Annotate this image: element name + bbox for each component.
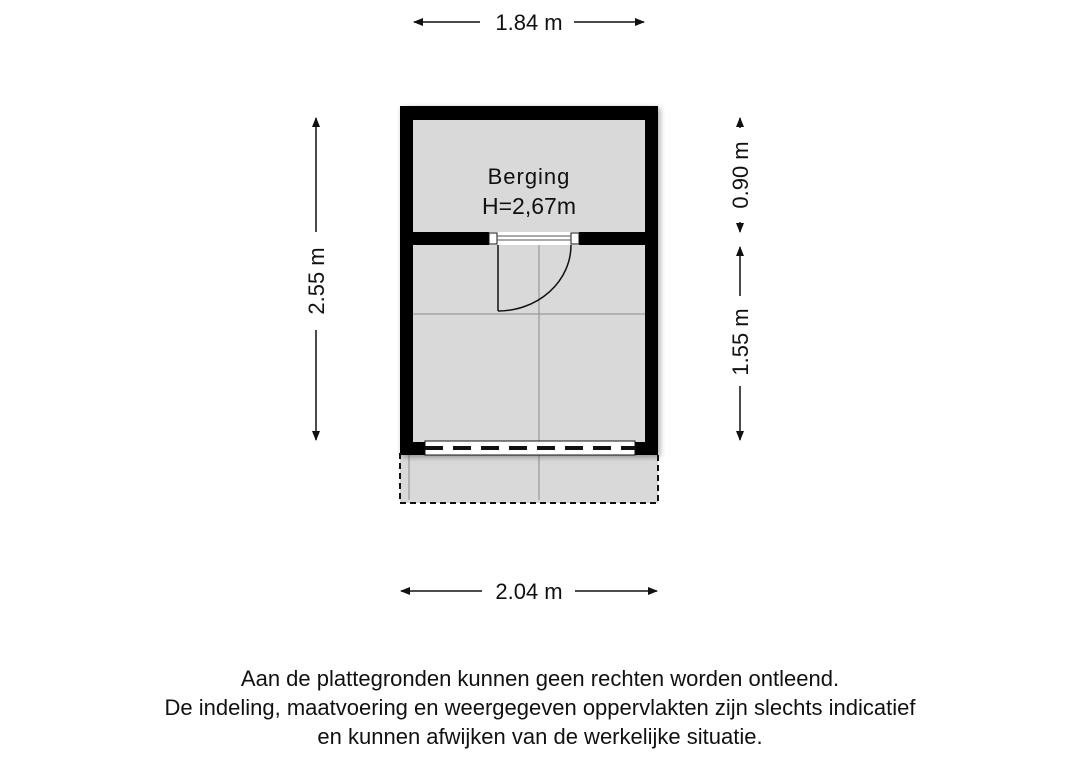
disclaimer-line-1: Aan de plattegronden kunnen geen rechten worden ontleend.: [240, 666, 840, 691]
dimension-bottom: [401, 579, 657, 604]
dimension-top-label: 1.84 m: [495, 10, 563, 35]
dimension-left: [304, 118, 329, 440]
dimension-left-label: 2.55 m: [304, 247, 329, 315]
dimension-bottom-label: 2.04 m: [495, 579, 563, 604]
outdoor-area: [400, 453, 658, 503]
disclaimer-line-3: en kunnen afwijken van de werkelijke situatie.: [317, 724, 763, 749]
room-name: Berging: [487, 164, 571, 189]
room-height: H=2,67m: [482, 193, 576, 219]
disclaimer-line-2: De indeling, maatvoering en weergegeven oppervlakten zijn slechts indicatief: [164, 695, 916, 720]
disclaimer: [0, 664, 1080, 751]
dimension-right-lower: [728, 247, 753, 440]
dimension-right-lower-label: 1.55 m: [728, 308, 753, 376]
dimension-right-upper: [728, 118, 753, 232]
dimension-right-upper-label: 0.90 m: [728, 141, 753, 209]
bottom-window: [425, 441, 635, 455]
dimension-top: [414, 10, 644, 35]
